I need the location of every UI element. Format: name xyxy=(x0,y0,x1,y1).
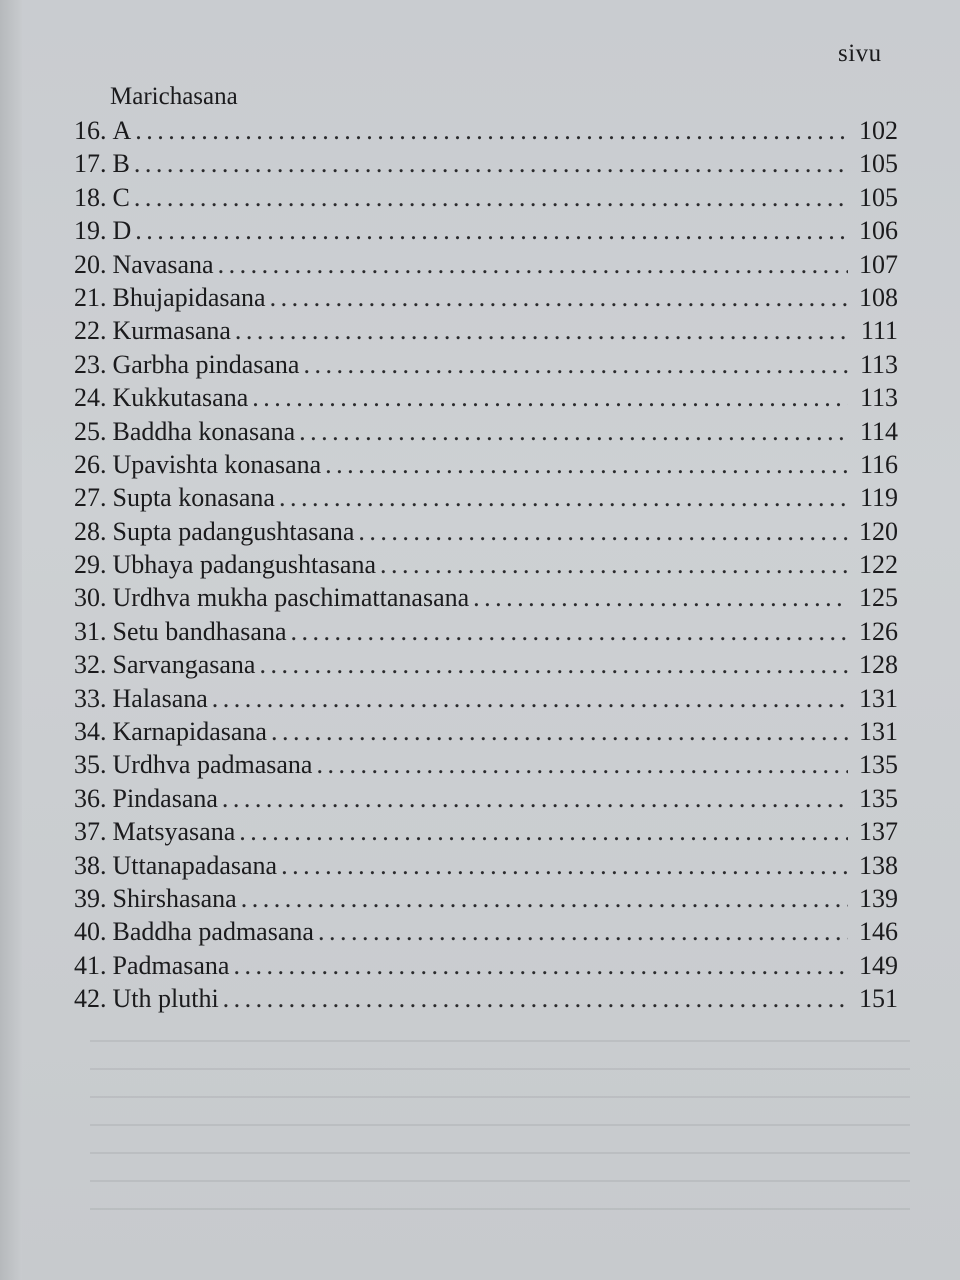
toc-entry xyxy=(74,147,898,180)
entry-title: Upavishta konasana xyxy=(112,449,322,479)
toc-entry xyxy=(74,114,898,147)
entry-page-number: 128 xyxy=(859,650,898,680)
toc-entry xyxy=(74,949,898,982)
toc-entry xyxy=(74,214,898,247)
page-gutter-shadow xyxy=(0,0,22,1280)
page-column-label: sivu xyxy=(838,40,882,67)
entry-number: 33. xyxy=(74,683,107,713)
entry-page-number: 131 xyxy=(859,683,898,713)
entry-page-number: 120 xyxy=(859,516,898,546)
dot-leader xyxy=(212,682,848,715)
table-of-contents xyxy=(74,114,898,1016)
entry-title: Ubhaya padangushtasana xyxy=(112,550,377,580)
dot-leader xyxy=(233,949,848,982)
entry-page-number: 105 xyxy=(859,149,898,179)
entry-number: 30. xyxy=(74,583,107,613)
entry-number: 36. xyxy=(74,783,107,813)
dot-leader xyxy=(223,982,848,1015)
entry-title: Halasana xyxy=(112,683,208,713)
toc-entry xyxy=(74,548,898,581)
entry-title: Kukkutasana xyxy=(112,383,249,413)
entry-page-number: 108 xyxy=(859,282,898,312)
entry-title: Pindasana xyxy=(112,783,218,813)
toc-entry xyxy=(74,381,898,414)
entry-page-number: 113 xyxy=(859,383,898,413)
toc-entry xyxy=(74,815,898,848)
toc-entry xyxy=(74,281,898,314)
entry-page-number: 137 xyxy=(859,817,898,847)
entry-number: 42. xyxy=(74,984,107,1014)
section-heading: Marichasana xyxy=(110,83,238,110)
dot-leader xyxy=(279,481,848,514)
entry-number: 21. xyxy=(74,282,107,312)
entry-page-number: 105 xyxy=(859,182,898,212)
entry-page-number: 149 xyxy=(859,950,898,980)
toc-entry xyxy=(74,448,898,481)
entry-page-number: 122 xyxy=(859,550,898,580)
dot-leader xyxy=(380,548,848,581)
toc-entry xyxy=(74,181,898,214)
entry-number: 22. xyxy=(74,316,107,346)
entry-title: Supta padangushtasana xyxy=(112,516,355,546)
dot-leader xyxy=(303,348,848,381)
entry-number: 18. xyxy=(74,182,107,212)
entry-title: Uth pluthi xyxy=(112,984,219,1014)
entry-page-number: 119 xyxy=(859,483,898,513)
entry-title: Padmasana xyxy=(112,950,230,980)
entry-page-number: 107 xyxy=(859,249,898,279)
dot-leader xyxy=(222,782,848,815)
entry-page-number: 114 xyxy=(859,416,898,446)
entry-title: Urdhva mukha paschimattanasana xyxy=(112,583,470,613)
entry-number: 39. xyxy=(74,883,107,913)
entry-number: 41. xyxy=(74,950,107,980)
dot-leader xyxy=(235,314,848,347)
dot-leader xyxy=(281,849,848,882)
entry-page-number: 138 xyxy=(859,850,898,880)
toc-entry xyxy=(74,248,898,281)
entry-title: Baddha padmasana xyxy=(112,917,314,947)
dot-leader xyxy=(134,181,848,214)
toc-entry xyxy=(74,849,898,882)
entry-page-number: 146 xyxy=(859,917,898,947)
toc-entry xyxy=(74,715,898,748)
entry-number: 37. xyxy=(74,817,107,847)
entry-number: 28. xyxy=(74,516,107,546)
toc-entry xyxy=(74,748,898,781)
entry-title: Kurmasana xyxy=(112,316,231,346)
toc-entry xyxy=(74,615,898,648)
dot-leader xyxy=(239,815,848,848)
dot-leader xyxy=(270,281,848,314)
entry-title: Supta konasana xyxy=(112,483,275,513)
dot-leader xyxy=(473,581,848,614)
entry-number: 34. xyxy=(74,717,107,747)
toc-entry xyxy=(74,348,898,381)
dot-leader xyxy=(135,114,848,147)
entry-title: Bhujapidasana xyxy=(112,282,266,312)
entry-page-number: 151 xyxy=(859,984,898,1014)
dot-leader xyxy=(325,448,848,481)
toc-entry xyxy=(74,682,898,715)
dot-leader xyxy=(241,882,848,915)
dot-leader xyxy=(135,214,848,247)
dot-leader xyxy=(318,915,848,948)
entry-title: Uttanapadasana xyxy=(112,850,278,880)
entry-title: Matsyasana xyxy=(112,817,236,847)
entry-title: C xyxy=(112,182,130,212)
dot-leader xyxy=(259,648,848,681)
toc-entry xyxy=(74,581,898,614)
entry-title: B xyxy=(112,149,130,179)
entry-title: Garbha pindasana xyxy=(112,349,300,379)
dot-leader xyxy=(134,147,848,180)
entry-title: Urdhva padmasana xyxy=(112,750,313,780)
entry-page-number: 106 xyxy=(859,216,898,246)
entry-page-number: 102 xyxy=(859,116,898,145)
dot-leader xyxy=(271,715,848,748)
entry-number: 38. xyxy=(74,850,107,880)
entry-page-number: 135 xyxy=(859,783,898,813)
entry-title: Navasana xyxy=(112,249,214,279)
entry-title: Karnapidasana xyxy=(112,717,267,747)
entry-page-number: 116 xyxy=(859,449,898,479)
entry-number: 27. xyxy=(74,483,107,513)
entry-page-number: 139 xyxy=(859,883,898,913)
entry-title: Sarvangasana xyxy=(112,650,256,680)
entry-title: A xyxy=(112,116,132,145)
entry-number: 31. xyxy=(74,616,107,646)
entry-number: 32. xyxy=(74,650,107,680)
toc-entry xyxy=(74,415,898,448)
dot-leader xyxy=(299,415,848,448)
toc-entry xyxy=(74,481,898,514)
dot-leader xyxy=(291,615,848,648)
entry-title: Setu bandhasana xyxy=(112,616,287,646)
entry-number: 23. xyxy=(74,349,107,379)
entry-number: 26. xyxy=(74,449,107,479)
entry-number: 35. xyxy=(74,750,107,780)
entry-page-number: 126 xyxy=(859,616,898,646)
entry-number: 25. xyxy=(74,416,107,446)
toc-entry xyxy=(74,648,898,681)
dot-leader xyxy=(252,381,848,414)
toc-entry xyxy=(74,915,898,948)
entry-number: 40. xyxy=(74,917,107,947)
entry-title: Baddha konasana xyxy=(112,416,296,446)
entry-number: 19. xyxy=(74,216,107,246)
toc-entry xyxy=(74,882,898,915)
dot-leader xyxy=(358,515,848,548)
toc-entry xyxy=(74,314,898,347)
entry-title: D xyxy=(112,216,132,246)
entry-page-number: 131 xyxy=(859,717,898,747)
entry-number: 29. xyxy=(74,550,107,580)
entry-number: 17. xyxy=(74,149,107,179)
show-through-text xyxy=(90,1040,910,1260)
entry-number: 24. xyxy=(74,383,107,413)
entry-page-number: 125 xyxy=(859,583,898,613)
entry-page-number: 111 xyxy=(860,316,898,346)
toc-entry xyxy=(74,782,898,815)
entry-number: 16. xyxy=(74,116,107,145)
entry-number: 20. xyxy=(74,249,107,279)
toc-entry xyxy=(74,515,898,548)
dot-leader xyxy=(218,248,848,281)
dot-leader xyxy=(316,748,848,781)
entry-page-number: 113 xyxy=(859,349,898,379)
entry-page-number: 135 xyxy=(859,750,898,780)
entry-title: Shirshasana xyxy=(112,883,237,913)
toc-entry xyxy=(74,982,898,1015)
